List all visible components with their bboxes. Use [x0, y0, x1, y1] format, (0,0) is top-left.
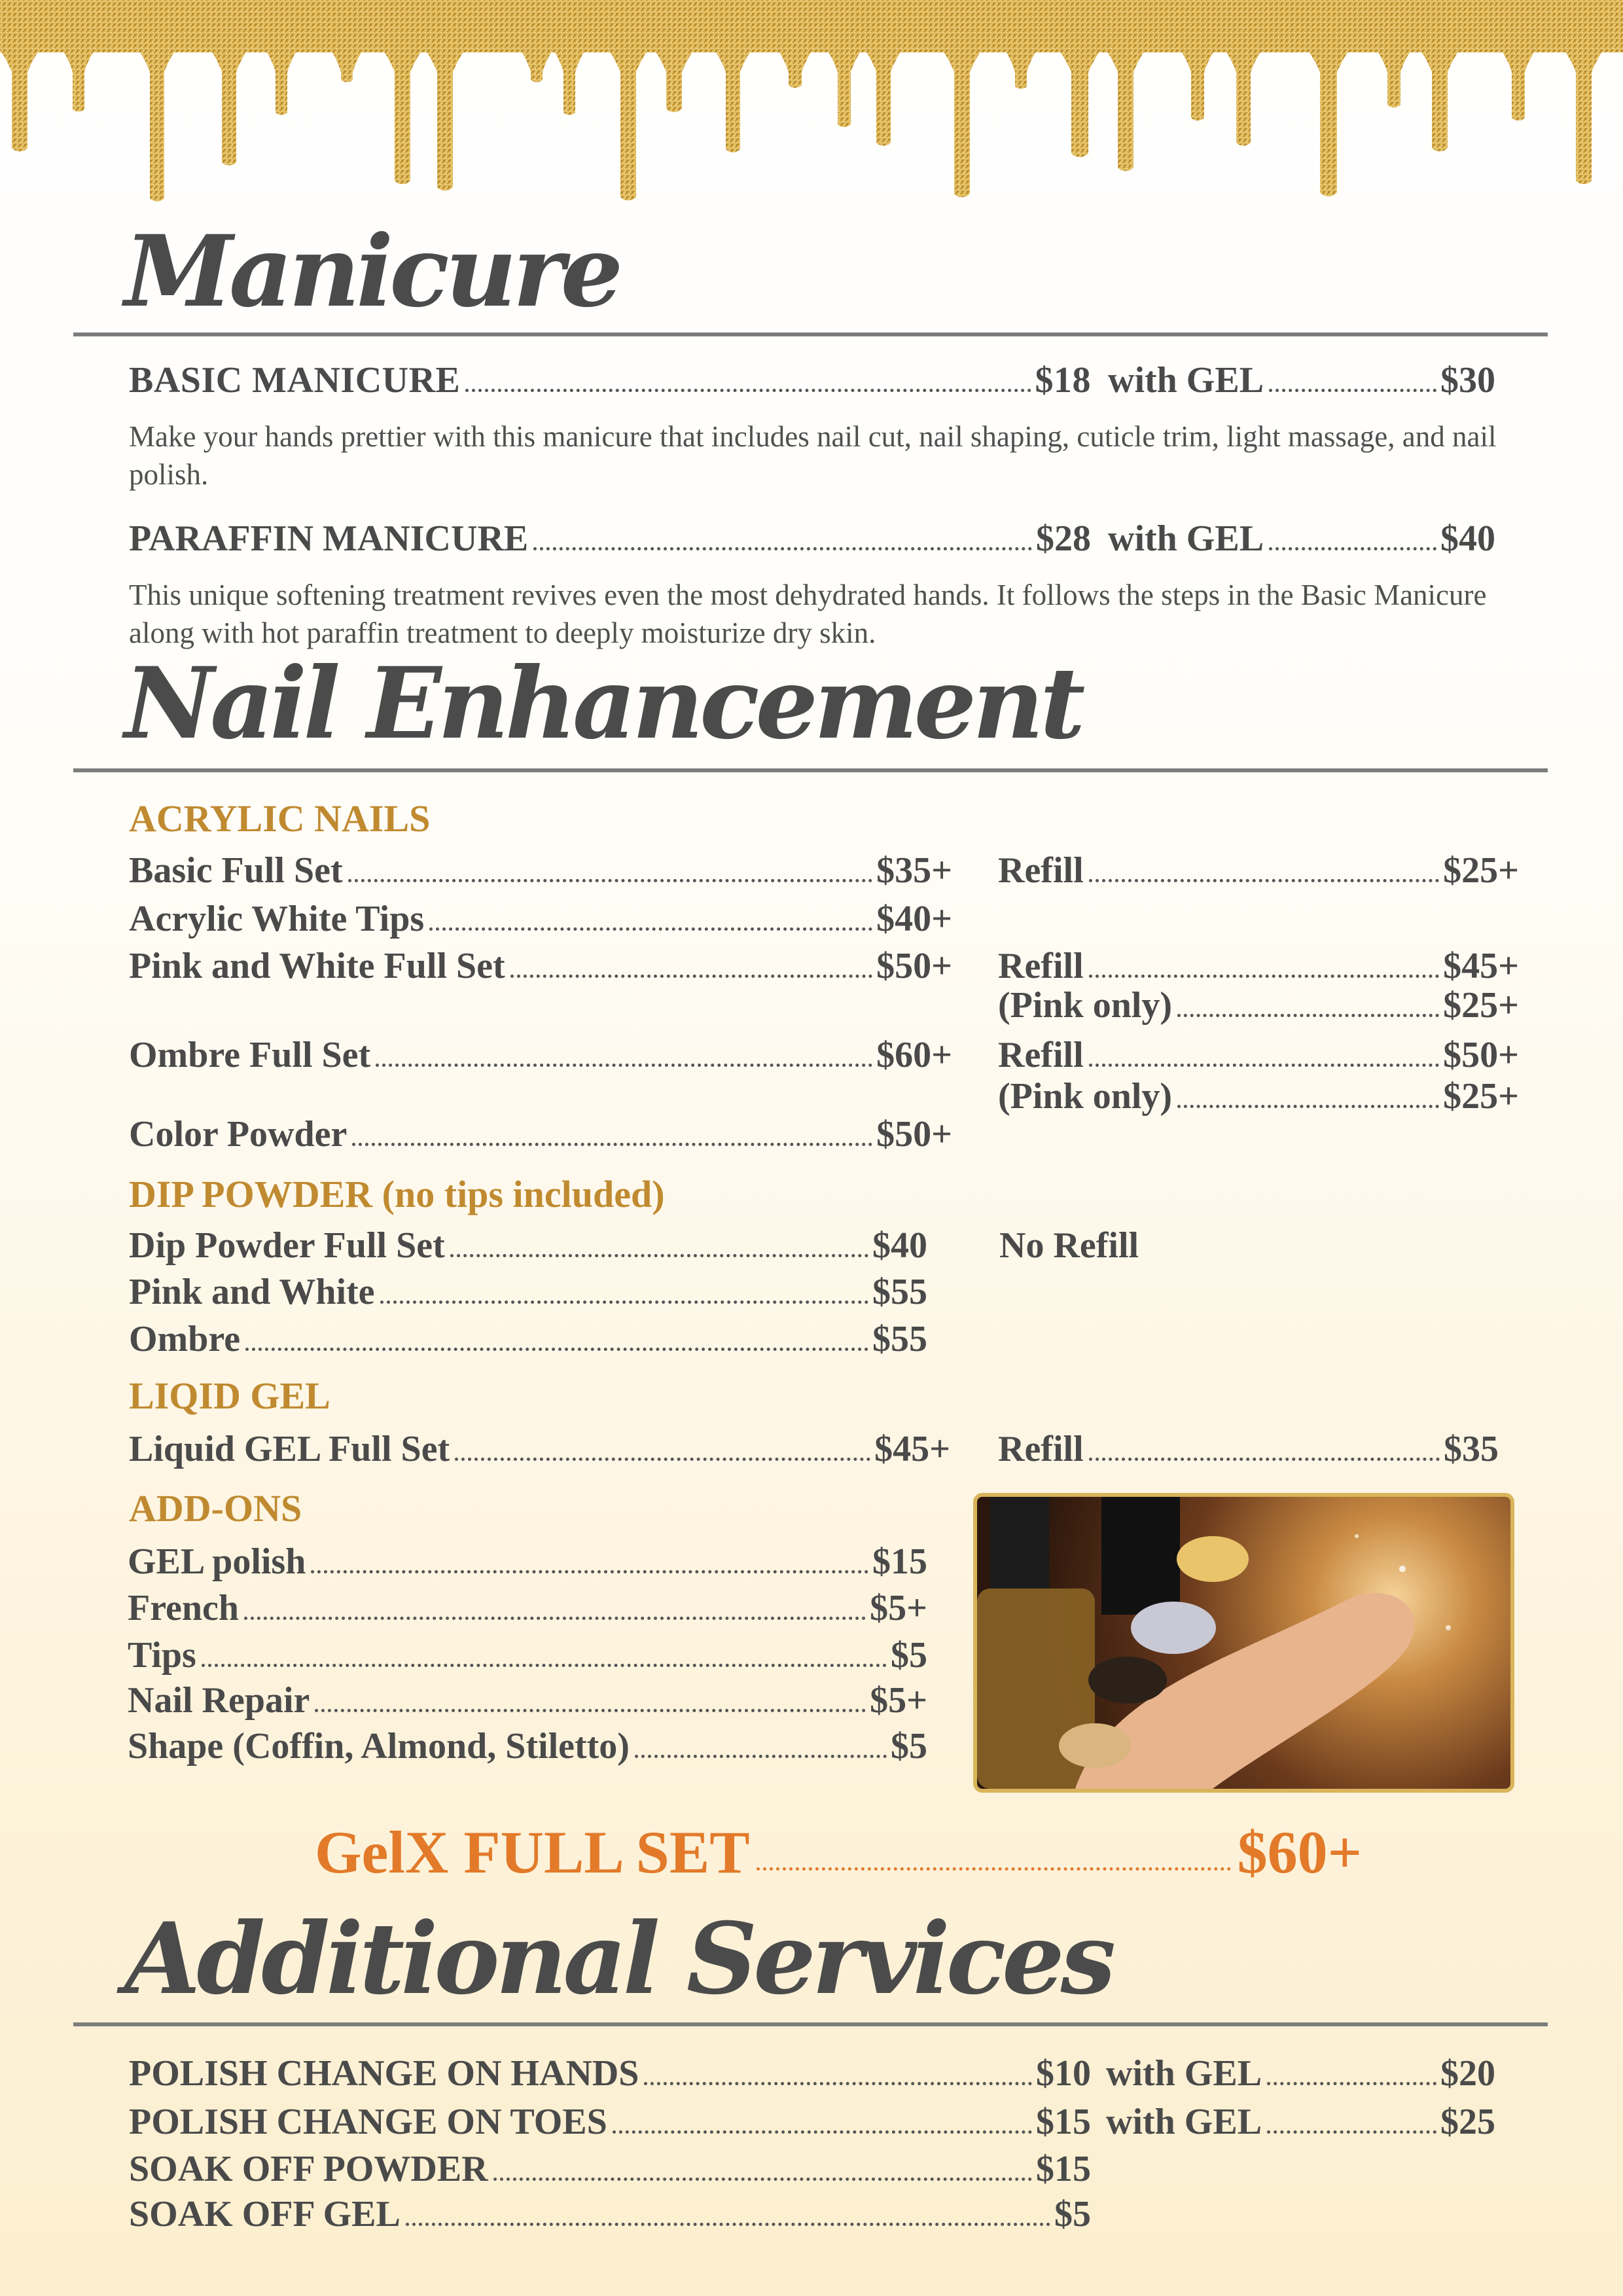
gold-drip	[769, 39, 821, 88]
section-divider	[73, 2022, 1548, 2026]
menu-item	[129, 1316, 927, 1362]
dot-leader	[533, 547, 1032, 550]
menu-item-paraffin-manicure	[129, 516, 1091, 562]
item-price: $5+	[870, 1588, 927, 1628]
dot-leader	[244, 1617, 866, 1620]
item-name: Nail Repair	[128, 1680, 310, 1721]
gold-drip	[996, 39, 1046, 89]
item-price: $55	[872, 1272, 927, 1312]
menu-item	[128, 1677, 927, 1723]
item-name: Refill	[998, 850, 1084, 891]
section-divider	[73, 332, 1548, 336]
gold-drip	[374, 39, 431, 184]
menu-item	[128, 1585, 927, 1631]
item-name: French	[128, 1588, 240, 1628]
item-name: Dip Powder Full Set	[129, 1225, 445, 1266]
item-name: Color Powder	[129, 1114, 348, 1155]
item-price: $35	[1444, 1429, 1499, 1469]
item-name: Refill	[998, 1429, 1084, 1469]
item-name: Basic Full Set	[129, 850, 343, 891]
refill-item	[998, 848, 1519, 893]
gold-drip	[416, 39, 474, 190]
item-price: $5	[1054, 2194, 1091, 2234]
item-price: $18	[1035, 360, 1091, 401]
acrylic-nails-heading: ACRYLIC NAILS	[129, 797, 431, 840]
dot-leader	[1177, 1105, 1439, 1108]
item-price: $15	[872, 1541, 927, 1582]
menu-item	[129, 2099, 1091, 2145]
item-price: $5	[891, 1635, 927, 1676]
dot-leader	[644, 2082, 1032, 2085]
item-price: $60+	[876, 1035, 952, 1075]
item-name: Refill	[998, 946, 1084, 986]
dot-leader	[376, 1064, 872, 1067]
menu-item	[129, 848, 952, 893]
gold-drip	[1298, 39, 1359, 196]
gold-drip	[1097, 39, 1154, 171]
gold-drip	[130, 39, 185, 202]
gel-label: with GEL	[1106, 2053, 1262, 2094]
menu-item	[129, 2051, 1091, 2096]
item-name: Ombre Full Set	[129, 1035, 371, 1075]
nail-art-photo	[973, 1493, 1514, 1793]
item-price: $5+	[870, 1680, 927, 1721]
menu-item	[129, 1111, 952, 1157]
no-refill-note	[999, 1223, 1139, 1268]
menu-item-basic-manicure-gel	[1108, 357, 1495, 403]
item-name: PARAFFIN MANICURE	[129, 518, 529, 559]
item-name: POLISH CHANGE ON TOES	[129, 2102, 607, 2142]
gold-drip	[322, 39, 372, 82]
gelx-full-set-promo	[315, 1820, 1362, 1885]
item-price: $55	[872, 1319, 927, 1359]
dot-leader	[1267, 2130, 1436, 2134]
menu-item	[129, 1032, 952, 1078]
dot-leader	[315, 1709, 866, 1712]
gel-label: with GEL	[1106, 2102, 1262, 2142]
item-name: Ombre	[129, 1319, 241, 1359]
refill-item	[998, 1426, 1499, 1472]
item-price: $40+	[876, 899, 952, 939]
gold-drip	[1411, 39, 1469, 151]
dot-leader	[352, 1143, 872, 1146]
gel-price: $25	[1440, 2102, 1495, 2142]
item-price: $45+	[874, 1429, 950, 1469]
dot-leader	[380, 1300, 868, 1304]
item-price: $35+	[876, 850, 952, 891]
item-price: $50+	[876, 1114, 952, 1155]
item-price: $28	[1036, 518, 1091, 559]
menu-item	[129, 1269, 927, 1315]
gold-drip	[1216, 39, 1271, 146]
item-name: Shape (Coffin, Almond, Stiletto)	[128, 1726, 630, 1767]
item-price: $50+	[1443, 1035, 1519, 1075]
gel-label: with GEL	[1108, 518, 1264, 559]
refill-item	[998, 1073, 1519, 1119]
gold-drip	[202, 39, 257, 166]
dot-leader	[450, 1254, 868, 1257]
item-name: BASIC MANICURE	[129, 360, 461, 401]
item-name: SOAK OFF GEL	[129, 2194, 401, 2234]
add-ons-heading: ADD-ONS	[129, 1487, 302, 1530]
dip-powder-heading: DIP POWDER (no tips included)	[129, 1173, 665, 1215]
gold-drip	[856, 39, 911, 146]
nail-polish-and-hand-image	[977, 1497, 1510, 1789]
item-name: Acrylic White Tips	[129, 899, 425, 939]
item-name: Refill	[998, 1035, 1084, 1075]
item-name: (Pink only)	[998, 985, 1173, 1026]
menu-item	[129, 896, 952, 942]
menu-item	[128, 1632, 927, 1678]
menu-item	[129, 2146, 1091, 2192]
item-price: $25+	[1443, 850, 1519, 891]
section-divider	[73, 768, 1548, 772]
item-description: This unique softening treatment revives even the most dehydrated hands. It follows the steps in the Basic Manicure along with hot paraffin treatment to deeply moisturize dry skin.	[129, 579, 1487, 649]
dot-leader	[202, 1664, 887, 1667]
gel-price: $40	[1440, 518, 1495, 559]
dot-leader	[1177, 1014, 1439, 1017]
gold-drip	[1555, 39, 1613, 184]
dot-leader	[1269, 389, 1436, 392]
gold-drip	[705, 39, 760, 152]
dot-leader	[635, 1755, 887, 1758]
dot-leader	[1267, 2082, 1436, 2085]
menu-item-gel	[1106, 2099, 1495, 2145]
note-text: No Refill	[999, 1225, 1139, 1266]
dot-leader	[1089, 975, 1439, 978]
item-price: $25+	[1443, 985, 1519, 1026]
dot-leader	[465, 389, 1031, 392]
item-price: $45+	[1443, 946, 1519, 986]
refill-item	[998, 982, 1519, 1028]
gel-price: $30	[1440, 360, 1495, 401]
item-price: $25+	[1443, 1076, 1519, 1117]
menu-item	[129, 2191, 1091, 2237]
dot-leader	[245, 1348, 868, 1351]
gold-drip	[1050, 39, 1110, 157]
item-price: $15	[1036, 2149, 1091, 2189]
menu-item-basic-manicure	[129, 357, 1091, 403]
manicure-section-title: Manicure	[124, 214, 620, 329]
dot-leader	[613, 2130, 1032, 2134]
item-name: Tips	[128, 1635, 196, 1676]
menu-item-paraffin-manicure-gel	[1108, 516, 1495, 562]
dot-leader	[510, 975, 872, 978]
item-price: $50+	[876, 946, 952, 986]
item-name: Pink and White Full Set	[129, 946, 505, 986]
gold-drip	[933, 39, 991, 197]
item-name: (Pink only)	[998, 1076, 1173, 1117]
gold-drip	[818, 39, 870, 127]
dot-leader	[1089, 1064, 1439, 1067]
menu-item	[128, 1539, 927, 1585]
item-price: $60+	[1237, 1819, 1362, 1886]
dot-leader	[311, 1570, 868, 1573]
dot-leader	[406, 2223, 1050, 2226]
menu-item-gel	[1106, 2051, 1495, 2096]
menu-item	[129, 1223, 927, 1268]
item-price: $40	[872, 1225, 927, 1266]
refill-item	[998, 1032, 1519, 1078]
item-name: GelX FULL SET	[315, 1819, 750, 1886]
item-price: $15	[1036, 2102, 1091, 2142]
dot-leader	[1089, 1458, 1440, 1461]
gel-price: $20	[1440, 2053, 1495, 2094]
item-name: Liquid GEL Full Set	[129, 1429, 450, 1469]
gold-glitter-drips-decoration	[0, 0, 1623, 223]
item-name: GEL polish	[128, 1541, 306, 1582]
dot-leader	[429, 927, 872, 931]
gel-label: with GEL	[1108, 360, 1264, 401]
additional-services-section-title: Additional Services	[124, 1901, 1113, 2017]
item-name: Pink and White	[129, 1272, 375, 1312]
item-description: Make your hands prettier with this manicure that includes nail cut, nail shaping, cuticle trim, light massage, and nail polish.	[129, 420, 1497, 491]
dot-leader	[757, 1867, 1231, 1871]
item-price: $5	[891, 1726, 927, 1767]
gold-drip	[0, 39, 48, 151]
menu-item	[128, 1723, 927, 1769]
nail-enhancement-section-title: Nail Enhancement	[124, 646, 1082, 761]
dot-leader	[455, 1458, 870, 1461]
menu-item	[129, 943, 952, 989]
dot-leader	[1269, 547, 1436, 550]
item-name: POLISH CHANGE ON HANDS	[129, 2053, 639, 2094]
liquid-gel-heading: LIQID GEL	[129, 1374, 330, 1417]
menu-item	[129, 1426, 950, 1472]
dot-leader	[493, 2178, 1032, 2181]
dot-leader	[348, 879, 872, 882]
gold-drip	[599, 39, 657, 200]
item-price: $10	[1036, 2053, 1091, 2094]
dot-leader	[1089, 879, 1439, 882]
item-name: SOAK OFF POWDER	[129, 2149, 488, 2189]
